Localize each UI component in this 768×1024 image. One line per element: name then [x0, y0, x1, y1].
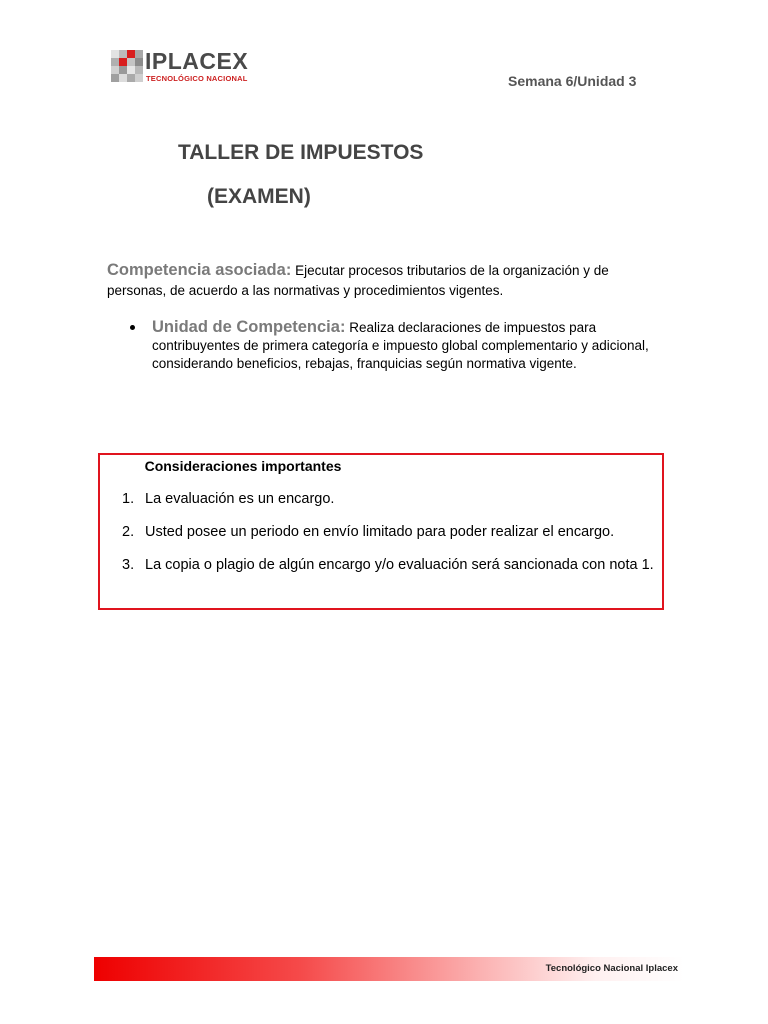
- list-item-number: 1.: [122, 491, 135, 507]
- list-item-text: La evaluación es un encargo.: [145, 491, 335, 507]
- list-item-text: La copia o plagio de algún encargo y/o evaluación será sancionada con nota 1.: [145, 557, 654, 573]
- competencia-text: Ejecutar procesos tributarios de la organización y de personas, de acuerdo a las normativas y procedimientos vigentes.: [107, 263, 609, 298]
- unidad-label: Unidad de Competencia:: [152, 318, 346, 336]
- competencia-paragraph: [107, 260, 667, 301]
- considerations-box: [98, 453, 664, 610]
- logo-name: IPLACEX: [145, 48, 249, 74]
- page-title: TALLER DE IMPUESTOS: [178, 141, 424, 164]
- list-item: [122, 522, 662, 543]
- list-item-number: 2.: [122, 524, 135, 540]
- considerations-list: [122, 489, 662, 588]
- competencia-label: Competencia asociada:: [107, 261, 292, 279]
- footer-bar: [94, 957, 684, 981]
- week-unit-label: Semana 6/Unidad 3: [508, 73, 637, 89]
- list-item-number: 3.: [122, 557, 135, 573]
- footer-text: Tecnológico Nacional Iplacex: [545, 963, 678, 974]
- page-subtitle: (EXAMEN): [207, 185, 311, 208]
- list-item: [122, 555, 662, 576]
- list-item-text: Usted posee un periodo en envío limitado para poder realizar el encargo.: [145, 524, 615, 540]
- unidad-text: Realiza declaraciones de impuestos para contribuyentes de primera categoría e impuesto global complementario y adicional, considerando beneficios, rebajas, franquicias según normativa vigente.: [152, 320, 649, 371]
- logo-subtitle: TECNOLÓGICO NACIONAL: [146, 74, 248, 83]
- considerations-heading: Consideraciones importantes: [144, 458, 342, 474]
- iplacex-logo: [111, 50, 261, 86]
- bullet-icon: [130, 325, 135, 330]
- logo-mosaic-icon: [111, 50, 143, 82]
- list-item: [122, 489, 662, 510]
- unidad-paragraph: [152, 318, 667, 373]
